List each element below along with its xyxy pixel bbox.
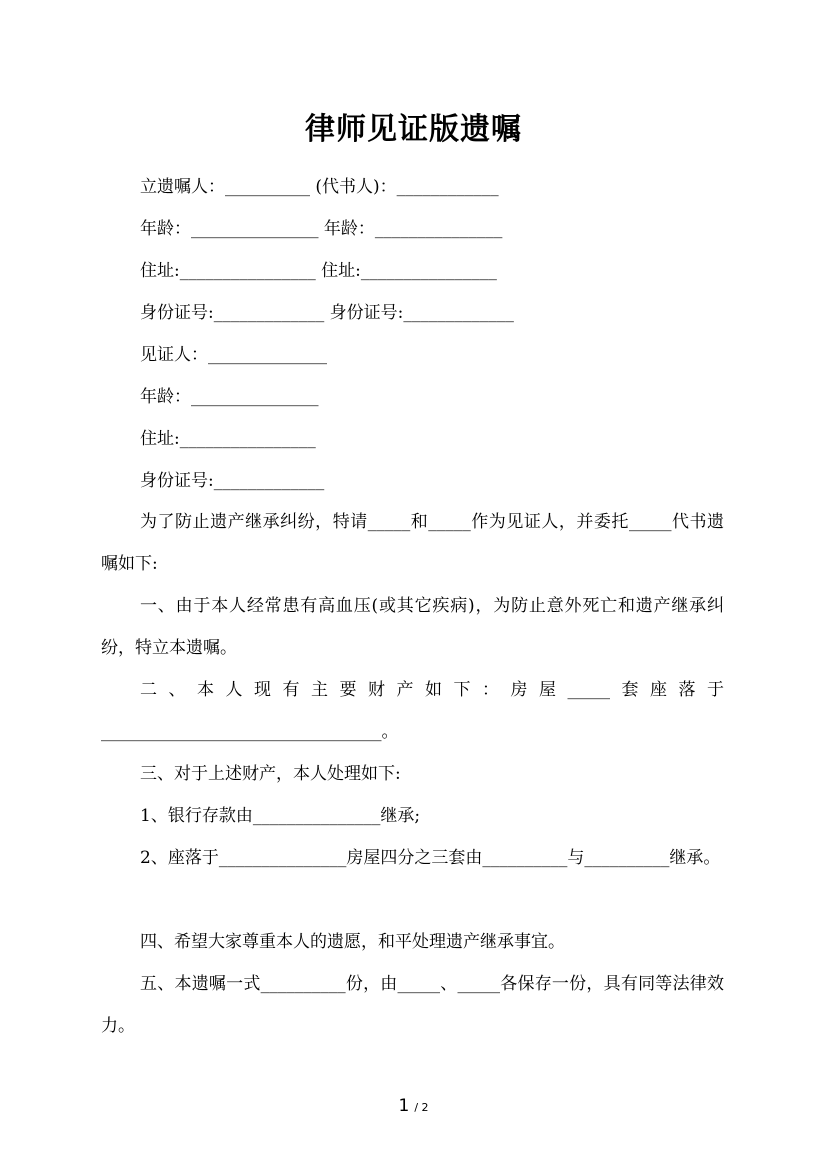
witness-line: 见证人：______________: [140, 345, 327, 365]
total-page-count: / 2: [414, 1101, 429, 1114]
witness-age-line: 年龄：_______________: [140, 387, 319, 407]
paragraph-five: 五、本遗嘱一式__________份，由_____、_____各保存一份，具有同等法律效力。: [101, 974, 724, 1036]
testator-id-line: 身份证号:_____________ 身份证号:_____________: [140, 303, 514, 323]
paragraph-item-2: 2、座落于_______________房屋四分之三套由__________与__________继承。: [140, 848, 721, 868]
document-title: 律师见证版遗嘱: [305, 112, 522, 147]
witness-address-line: 住址:________________: [140, 429, 316, 449]
current-page-number: 1: [398, 1096, 410, 1116]
paragraph-four: 四、希望大家尊重本人的遗愿，和平处理遗产继承事宜。: [140, 932, 565, 952]
paragraph-two: 二、本人现有主要财产如下：房屋_____套座落于_________________________________。: [101, 680, 724, 742]
testator-address-line: 住址:________________ 住址:________________: [140, 261, 497, 281]
paragraph-three: 三、对于上述财产，本人处理如下:: [140, 764, 401, 784]
testator-age-line: 年龄：_______________ 年龄：_______________: [140, 219, 503, 239]
paragraph-one: 一、由于本人经常患有高血压(或其它疾病)，为防止意外死亡和遗产继承纠纷，特立本遗嘱。: [101, 596, 724, 658]
paragraph-item-1: 1、银行存款由_______________继承;: [140, 806, 421, 826]
paragraph-intro: 为了防止遗产继承纠纷，特请_____和_____作为见证人，并委托_____代书遗嘱如下:: [101, 512, 724, 574]
witness-id-line: 身份证号:_____________: [140, 471, 325, 491]
page-number: [0, 1096, 827, 1116]
testator-line: 立遗嘱人：__________ (代书人)：____________: [140, 177, 499, 197]
